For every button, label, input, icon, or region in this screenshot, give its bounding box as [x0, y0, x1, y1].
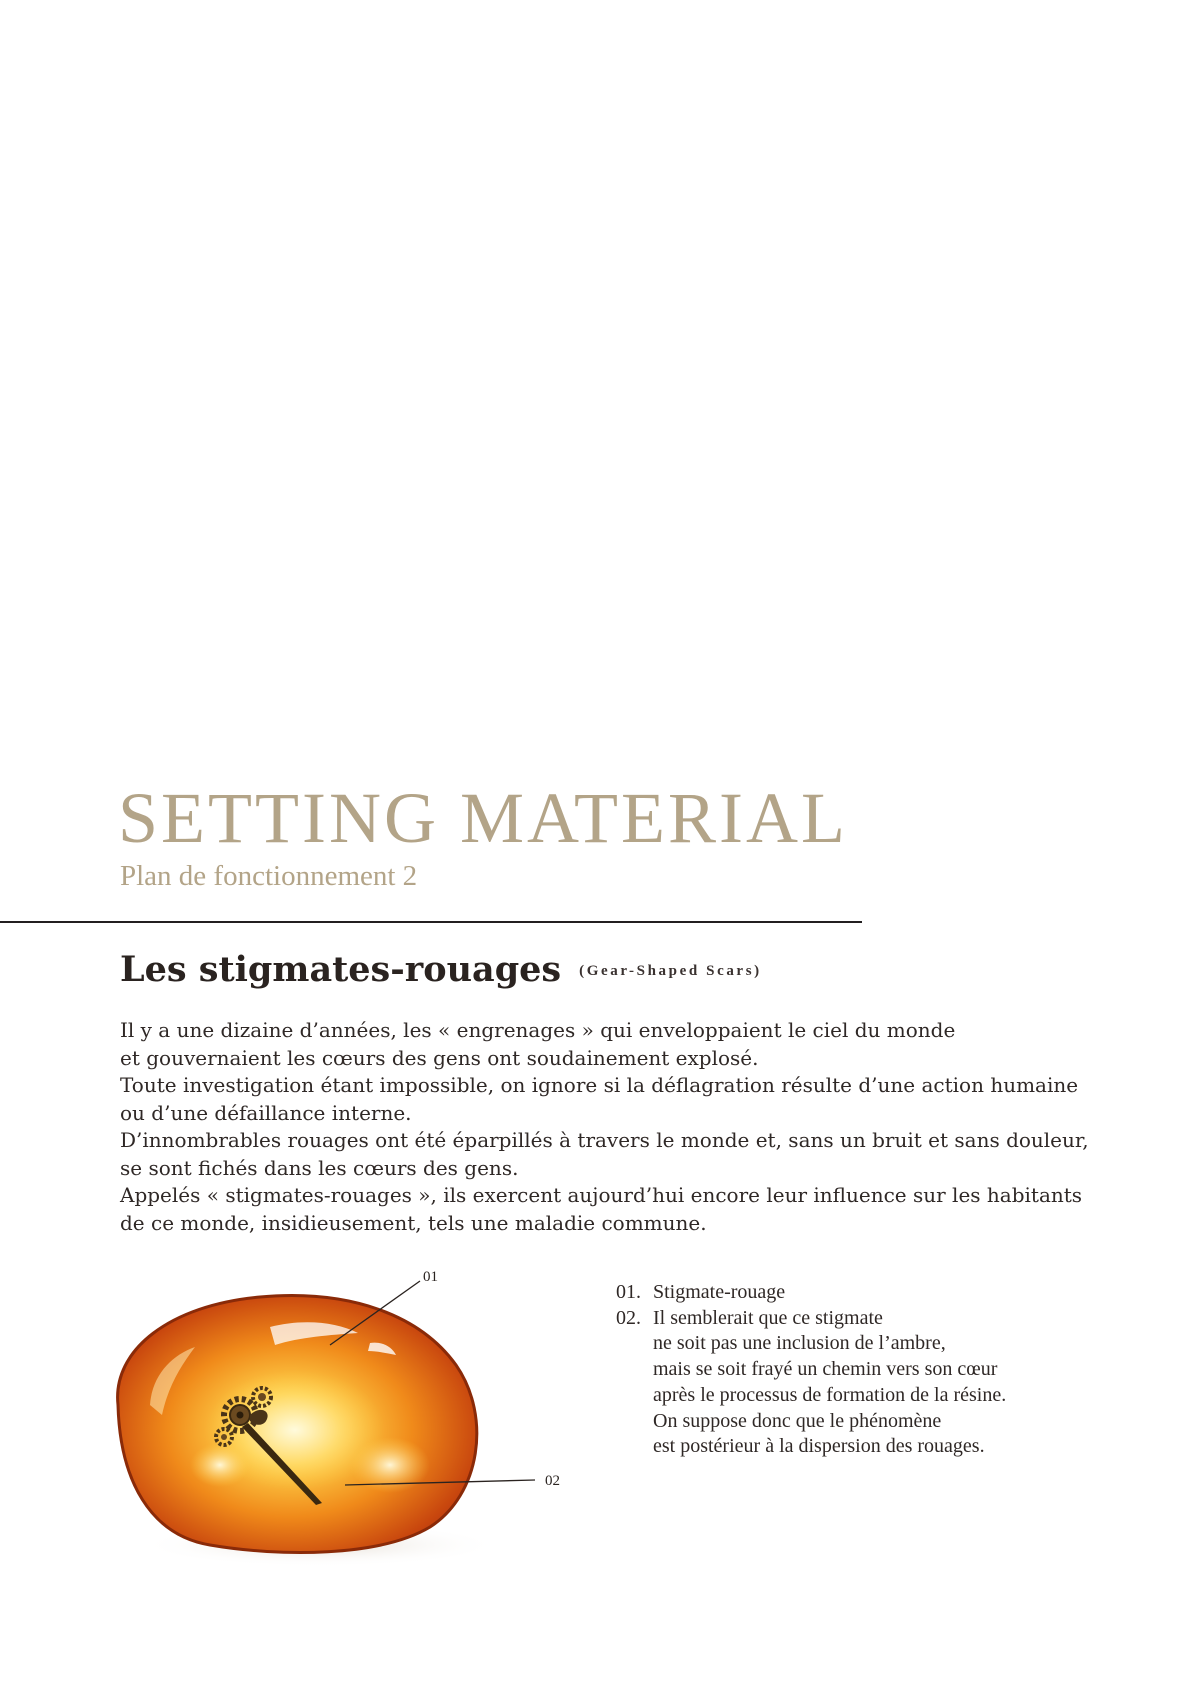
- callout-label-01: 01: [423, 1269, 438, 1285]
- body-line: et gouvernaient les cœurs des gens ont soudainement explosé.: [120, 1045, 759, 1070]
- annotation-list: [616, 1280, 1136, 1460]
- section-heading: [120, 949, 762, 990]
- section-title: Les stigmates-rouages: [120, 949, 562, 990]
- amber-glow: [190, 1443, 250, 1487]
- body-line: se sont fichés dans les cœurs des gens.: [120, 1155, 519, 1180]
- body-line: Toute investigation étant impossible, on ignore si la déflagration résulte d’une action humaine: [120, 1073, 1079, 1097]
- annotation-line: ne soit pas une inclusion de l’ambre,: [653, 1332, 946, 1355]
- annotation-line: Stigmate-rouage: [653, 1281, 786, 1303]
- body-line: Appelés « stigmates-rouages », ils exercent aujourd’hui encore leur influence sur les habitants: [120, 1183, 1083, 1207]
- annotation-line: après le processus de formation de la résine.: [653, 1383, 1007, 1406]
- body-line: Il y a une dizaine d’années, les « engrenages » qui enveloppaient le ciel du monde: [120, 1018, 956, 1042]
- annotation-line: On suppose donc que le phénomène: [653, 1409, 942, 1432]
- header-divider: [0, 921, 862, 923]
- callout-label-02: 02: [545, 1473, 560, 1489]
- body-line: de ce monde, insidieusement, tels une maladie commune.: [120, 1210, 707, 1235]
- page-subtitle: Plan de fonctionnement 2: [120, 860, 418, 892]
- annotation-number: 01.: [616, 1281, 641, 1303]
- annotation-text: [653, 1306, 1006, 1460]
- annotation-item: [616, 1306, 1136, 1460]
- annotation-line: mais se soit frayé un chemin vers son cœur: [653, 1358, 998, 1381]
- section-subtitle: (Gear-Shaped Scars): [579, 963, 762, 979]
- annotation-text: [653, 1280, 785, 1306]
- annotation-line: est postérieur à la dispersion des rouages.: [653, 1435, 985, 1458]
- body-line: ou d’une défaillance interne.: [120, 1100, 412, 1125]
- annotation-number: 02.: [616, 1306, 641, 1329]
- amber-gear-illustration: [100, 1255, 660, 1575]
- body-line: D’innombrables rouages ont été éparpillés à travers le monde et, sans un bruit et sans douleur,: [120, 1128, 1089, 1152]
- annotation-line: Il semblerait que ce stigmate: [653, 1306, 883, 1329]
- body-text: [120, 1017, 1100, 1237]
- page-title: SETTING MATERIAL: [118, 778, 848, 858]
- annotation-item: [616, 1280, 1136, 1306]
